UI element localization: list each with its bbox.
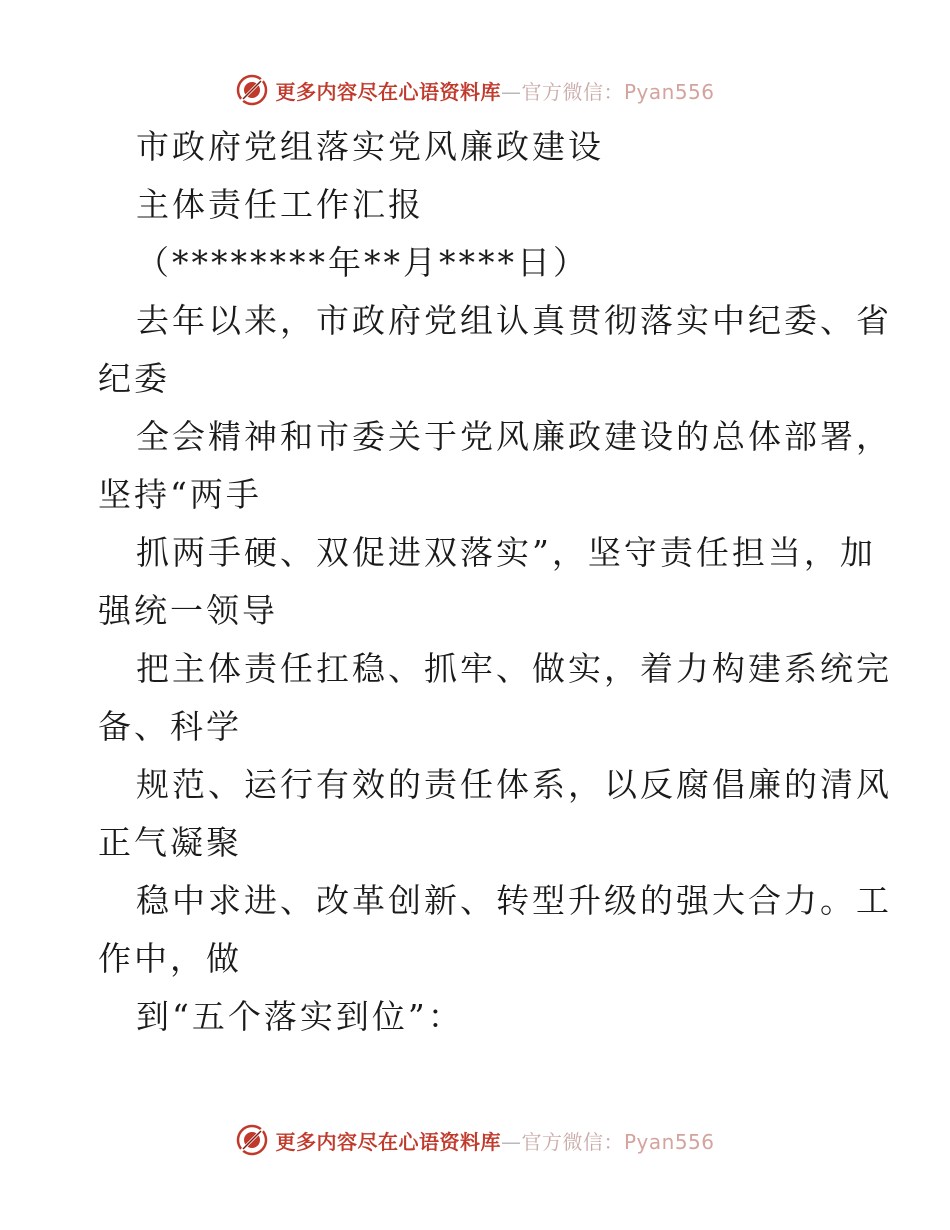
doc-line: 规范、运行有效的责任体系，以反腐倡廉的清风 xyxy=(136,765,892,804)
doc-line: 坚持“两手 xyxy=(98,475,262,514)
watermark-banner-bottom xyxy=(0,1120,950,1160)
watermark-separator: — xyxy=(500,79,522,104)
doc-line: 抓两手硬、双促进双落实”，坚守责任担当，加 xyxy=(136,533,876,572)
doc-line: （********年**月****日） xyxy=(136,243,589,282)
watermark-brand: 更多内容尽在心语资料库 xyxy=(275,1129,501,1154)
doc-line: 强统一领导 xyxy=(98,591,278,630)
doc-line: 纪委 xyxy=(98,359,170,398)
doc-line: 主体责任工作汇报 xyxy=(136,185,424,224)
watermark-banner-top xyxy=(0,70,950,110)
document-body xyxy=(98,118,892,1046)
watermark-wechat-id: Pyan556 xyxy=(623,79,715,104)
watermark-text xyxy=(275,76,714,105)
watermark-wechat-id: Pyan556 xyxy=(623,1129,715,1154)
doc-line: 把主体责任扛稳、抓牢、做实，着力构建系统完 xyxy=(136,649,892,688)
watermark-text xyxy=(275,1126,714,1155)
pen-logo-icon xyxy=(235,1123,269,1157)
doc-line: 稳中求进、改革创新、转型升级的强大合力。工 xyxy=(136,881,892,920)
watermark-separator: — xyxy=(500,1129,522,1154)
doc-line: 到“五个落实到位”： xyxy=(136,997,464,1036)
doc-line: 全会精神和市委关于党风廉政建设的总体部署， xyxy=(136,417,892,456)
pen-logo-icon xyxy=(235,73,269,107)
doc-line: 市政府党组落实党风廉政建设 xyxy=(136,127,604,166)
doc-line: 去年以来，市政府党组认真贯彻落实中纪委、省 xyxy=(136,301,892,340)
watermark-label: 官方微信： xyxy=(521,79,624,104)
watermark-brand: 更多内容尽在心语资料库 xyxy=(275,79,501,104)
doc-line: 备、科学 xyxy=(98,707,242,746)
doc-line: 作中，做 xyxy=(98,939,242,978)
watermark-label: 官方微信： xyxy=(521,1129,624,1154)
doc-line: 正气凝聚 xyxy=(98,823,242,862)
